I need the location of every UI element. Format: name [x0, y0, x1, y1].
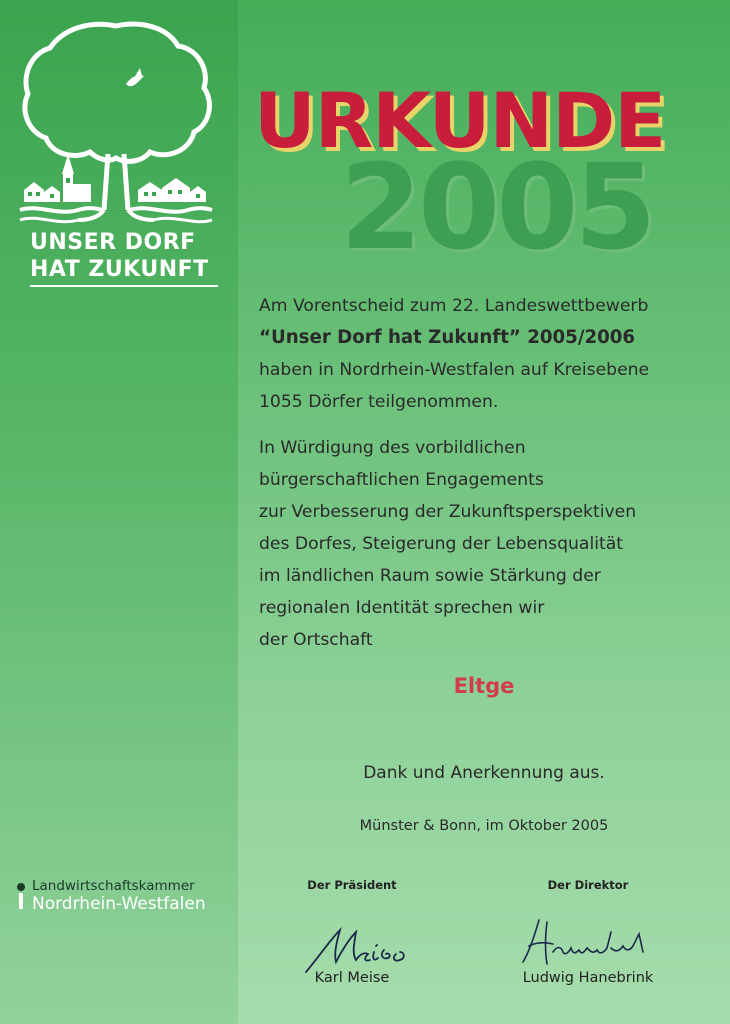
document-title: URKUNDE — [254, 76, 666, 165]
president-role: Der Präsident — [307, 878, 397, 892]
village-name: Eltge — [453, 674, 515, 698]
logo-underline — [30, 285, 218, 287]
intro-line-3: haben in Nordrhein-Westfalen auf Kreisebene — [259, 360, 650, 380]
recognition-line-2: bürgerschaftlichen Engagements — [259, 470, 544, 490]
intro-line-4: 1055 Dörfer teilgenommen. — [259, 392, 499, 412]
recognition-line-6: regionalen Identität sprechen wir — [259, 598, 545, 618]
director-signature — [515, 912, 655, 972]
recognition-line-5: im ländlichen Raum sowie Stärkung der — [259, 566, 601, 586]
recognition-line-1: In Würdigung des vorbildlichen — [259, 438, 526, 458]
chamber-name-line-2: Nordrhein-Westfalen — [32, 894, 206, 914]
thanks-line: Dank und Anerkennung aus. — [363, 763, 605, 783]
logo-text-line-1: UNSER DORF — [30, 230, 196, 255]
director-name: Ludwig Hanebrink — [522, 970, 654, 986]
intro-line-1: Am Vorentscheid zum 22. Landeswettbewerb — [259, 296, 649, 316]
intro-paragraph — [259, 290, 719, 418]
place-date: Münster & Bonn, im Oktober 2005 — [359, 818, 609, 834]
director-role: Der Direktor — [547, 878, 629, 892]
chamber-name-line-1: Landwirtschaftskammer — [32, 878, 195, 894]
competition-logo — [18, 14, 214, 288]
year-heading: 2005 — [340, 138, 653, 276]
recognition-line-4: des Dorfes, Steigerung der Lebensqualität — [259, 534, 624, 554]
president-signature — [300, 918, 420, 978]
logo-text-line-2: HAT ZUKUNFT — [30, 257, 209, 282]
president-name: Karl Meise — [314, 970, 390, 986]
chamber-dot-icon — [16, 882, 28, 910]
tree-village-icon — [18, 14, 214, 230]
recognition-line-7: der Ortschaft — [259, 630, 373, 650]
recognition-line-3: zur Verbesserung der Zukunftsperspektiven — [259, 502, 637, 522]
chamber-logo — [16, 878, 238, 918]
recognition-paragraph — [259, 432, 719, 656]
competition-name: “Unser Dorf hat Zukunft” 2005/2006 — [259, 327, 636, 348]
